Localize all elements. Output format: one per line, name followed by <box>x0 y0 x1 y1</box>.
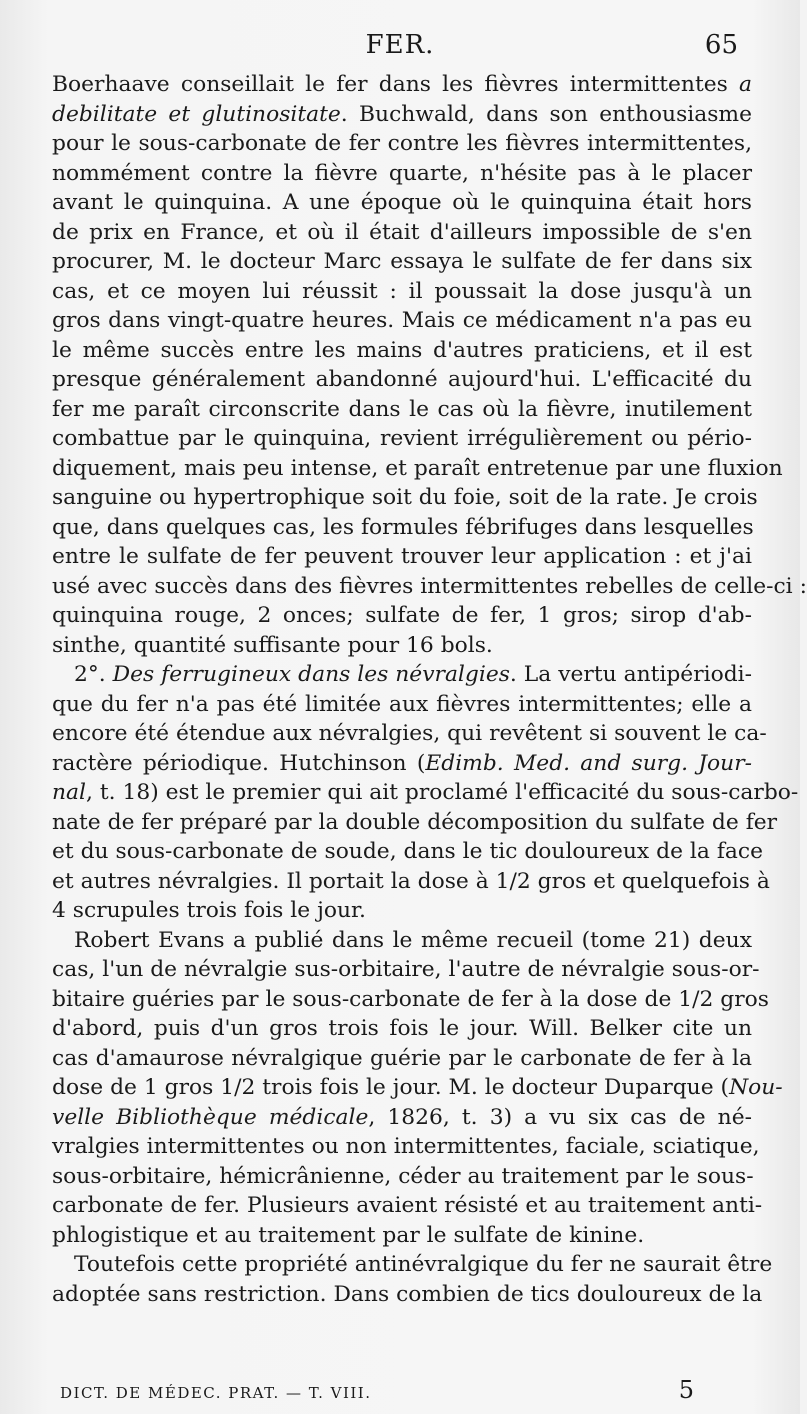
text-line: nate de fer préparé par la double décomposition du sulfate de fer <box>52 809 778 835</box>
text-line: d'abord, puis d'un gros trois fois le jour. Will. Belker cite un <box>52 1016 752 1041</box>
text-line: cas d'amaurose névralgique guérie par le carbonate de fer à la <box>52 1045 752 1071</box>
text-line: nommément contre la fièvre quarte, n'hésite pas à le placer <box>52 160 752 186</box>
text-line: combattue par le quinquina, revient irrégulièrement ou pério- <box>52 426 752 451</box>
footer-imprint: DICT. DE MÉDEC. PRAT. — T. VIII. <box>60 1384 372 1402</box>
page-number: 65 <box>704 30 738 60</box>
text-line: vralgies intermittentes ou non intermittentes, faciale, sciatique, <box>52 1134 760 1159</box>
body-text <box>52 70 807 1309</box>
text-line: avant le quinquina. A une époque où le quinquina était hors <box>52 190 752 215</box>
text-line: Boerhaave conseillait le fer dans les fièvres intermittentes a <box>52 72 752 97</box>
text-line: sous-orbitaire, hémicrânienne, céder au traitement par le sous- <box>52 1163 754 1189</box>
text-line: sinthe, quantité suffisante pour 16 bols. <box>52 632 493 658</box>
text-line: fer me paraît circonscrite dans le cas où la fièvre, inutilement <box>52 396 752 422</box>
text-line: gros dans vingt-quatre heures. Mais ce médicament n'a pas eu <box>52 308 752 333</box>
text-line: 4 scrupules trois fois le jour. <box>52 898 366 923</box>
text-line: que du fer n'a pas été limitée aux fièvres intermittentes; elle a <box>52 691 752 717</box>
text-line: dose de 1 gros 1/2 trois fois le jour. M. le docteur Duparque (Nou- <box>52 1075 783 1100</box>
text-line: velle Bibliothèque médicale, 1826, t. 3) a vu six cas de né- <box>52 1104 752 1130</box>
paragraph <box>52 70 807 660</box>
text-line: 2°. Des ferrugineux dans les névralgies. La vertu antipériodi- <box>74 662 753 687</box>
text-line: entre le sulfate de fer peuvent trouver leur application : et j'ai <box>52 544 752 569</box>
text-line: cas, et ce moyen lui réussit : il poussait la dose jusqu'à un <box>52 278 752 304</box>
text-line: le même succès entre les mains d'autres praticiens, et il est <box>52 337 752 363</box>
text-line: sanguine ou hypertrophique soit du foie, soit de la rate. Je crois <box>52 485 758 510</box>
text-line: Toutefois cette propriété antinévralgique du fer ne saurait être <box>74 1252 773 1277</box>
text-line: Robert Evans a publié dans le même recueil (tome 21) deux <box>74 927 752 953</box>
text-line: quinquina rouge, 2 onces; sulfate de fer, 1 gros; sirop d'ab- <box>52 603 752 628</box>
text-line: cas, l'un de névralgie sus-orbitaire, l'autre de névralgie sous-or- <box>52 957 760 982</box>
text-line: presque généralement abandonné aujourd'hui. L'efficacité du <box>52 367 752 392</box>
text-line: ractère périodique. Hutchinson (Edimb. Med. and surg. Jour- <box>52 750 752 776</box>
text-line: nal, t. 18) est le premier qui ait proclamé l'efficacité du sous-carbo- <box>52 780 799 805</box>
page-header <box>0 28 800 68</box>
text-line: carbonate de fer. Plusieurs avaient résisté et au traitement anti- <box>52 1193 763 1218</box>
text-line: phlogistique et au traitement par le sulfate de kinine. <box>52 1222 645 1248</box>
paragraph <box>52 1250 773 1309</box>
paragraph <box>52 660 799 926</box>
paragraph <box>52 926 783 1251</box>
text-line: diquement, mais peu intense, et paraît entretenue par une fluxion <box>52 455 783 481</box>
text-line: et du sous-carbonate de soude, dans le tic douloureux de la face <box>52 839 763 864</box>
signature-mark: 5 <box>678 1376 694 1404</box>
text-line: adoptée sans restriction. Dans combien de tics douloureux de la <box>52 1281 763 1307</box>
text-line: debilitate et glutinositate. Buchwald, dans son enthousiasme <box>52 101 752 127</box>
text-line: que, dans quelques cas, les formules fébrifuges dans lesquelles <box>52 514 754 540</box>
text-line: et autres névralgies. Il portait la dose à 1/2 gros et quelquefois à <box>52 868 770 894</box>
text-line: pour le sous-carbonate de fer contre les fièvres intermittentes, <box>52 131 752 156</box>
running-title: FER. <box>365 30 435 60</box>
text-line: de prix en France, et où il était d'ailleurs impossible de s'en <box>52 219 752 245</box>
page-footer <box>60 1376 740 1404</box>
text-line: usé avec succès dans des fièvres intermittentes rebelles de celle-ci : <box>52 573 807 599</box>
text-line: procurer, M. le docteur Marc essaya le sulfate de fer dans six <box>52 249 752 274</box>
text-line: bitaire guéries par le sous-carbonate de fer à la dose de 1/2 gros <box>52 986 769 1012</box>
text-line: encore été étendue aux névralgies, qui revêtent si souvent le ca- <box>52 721 767 746</box>
